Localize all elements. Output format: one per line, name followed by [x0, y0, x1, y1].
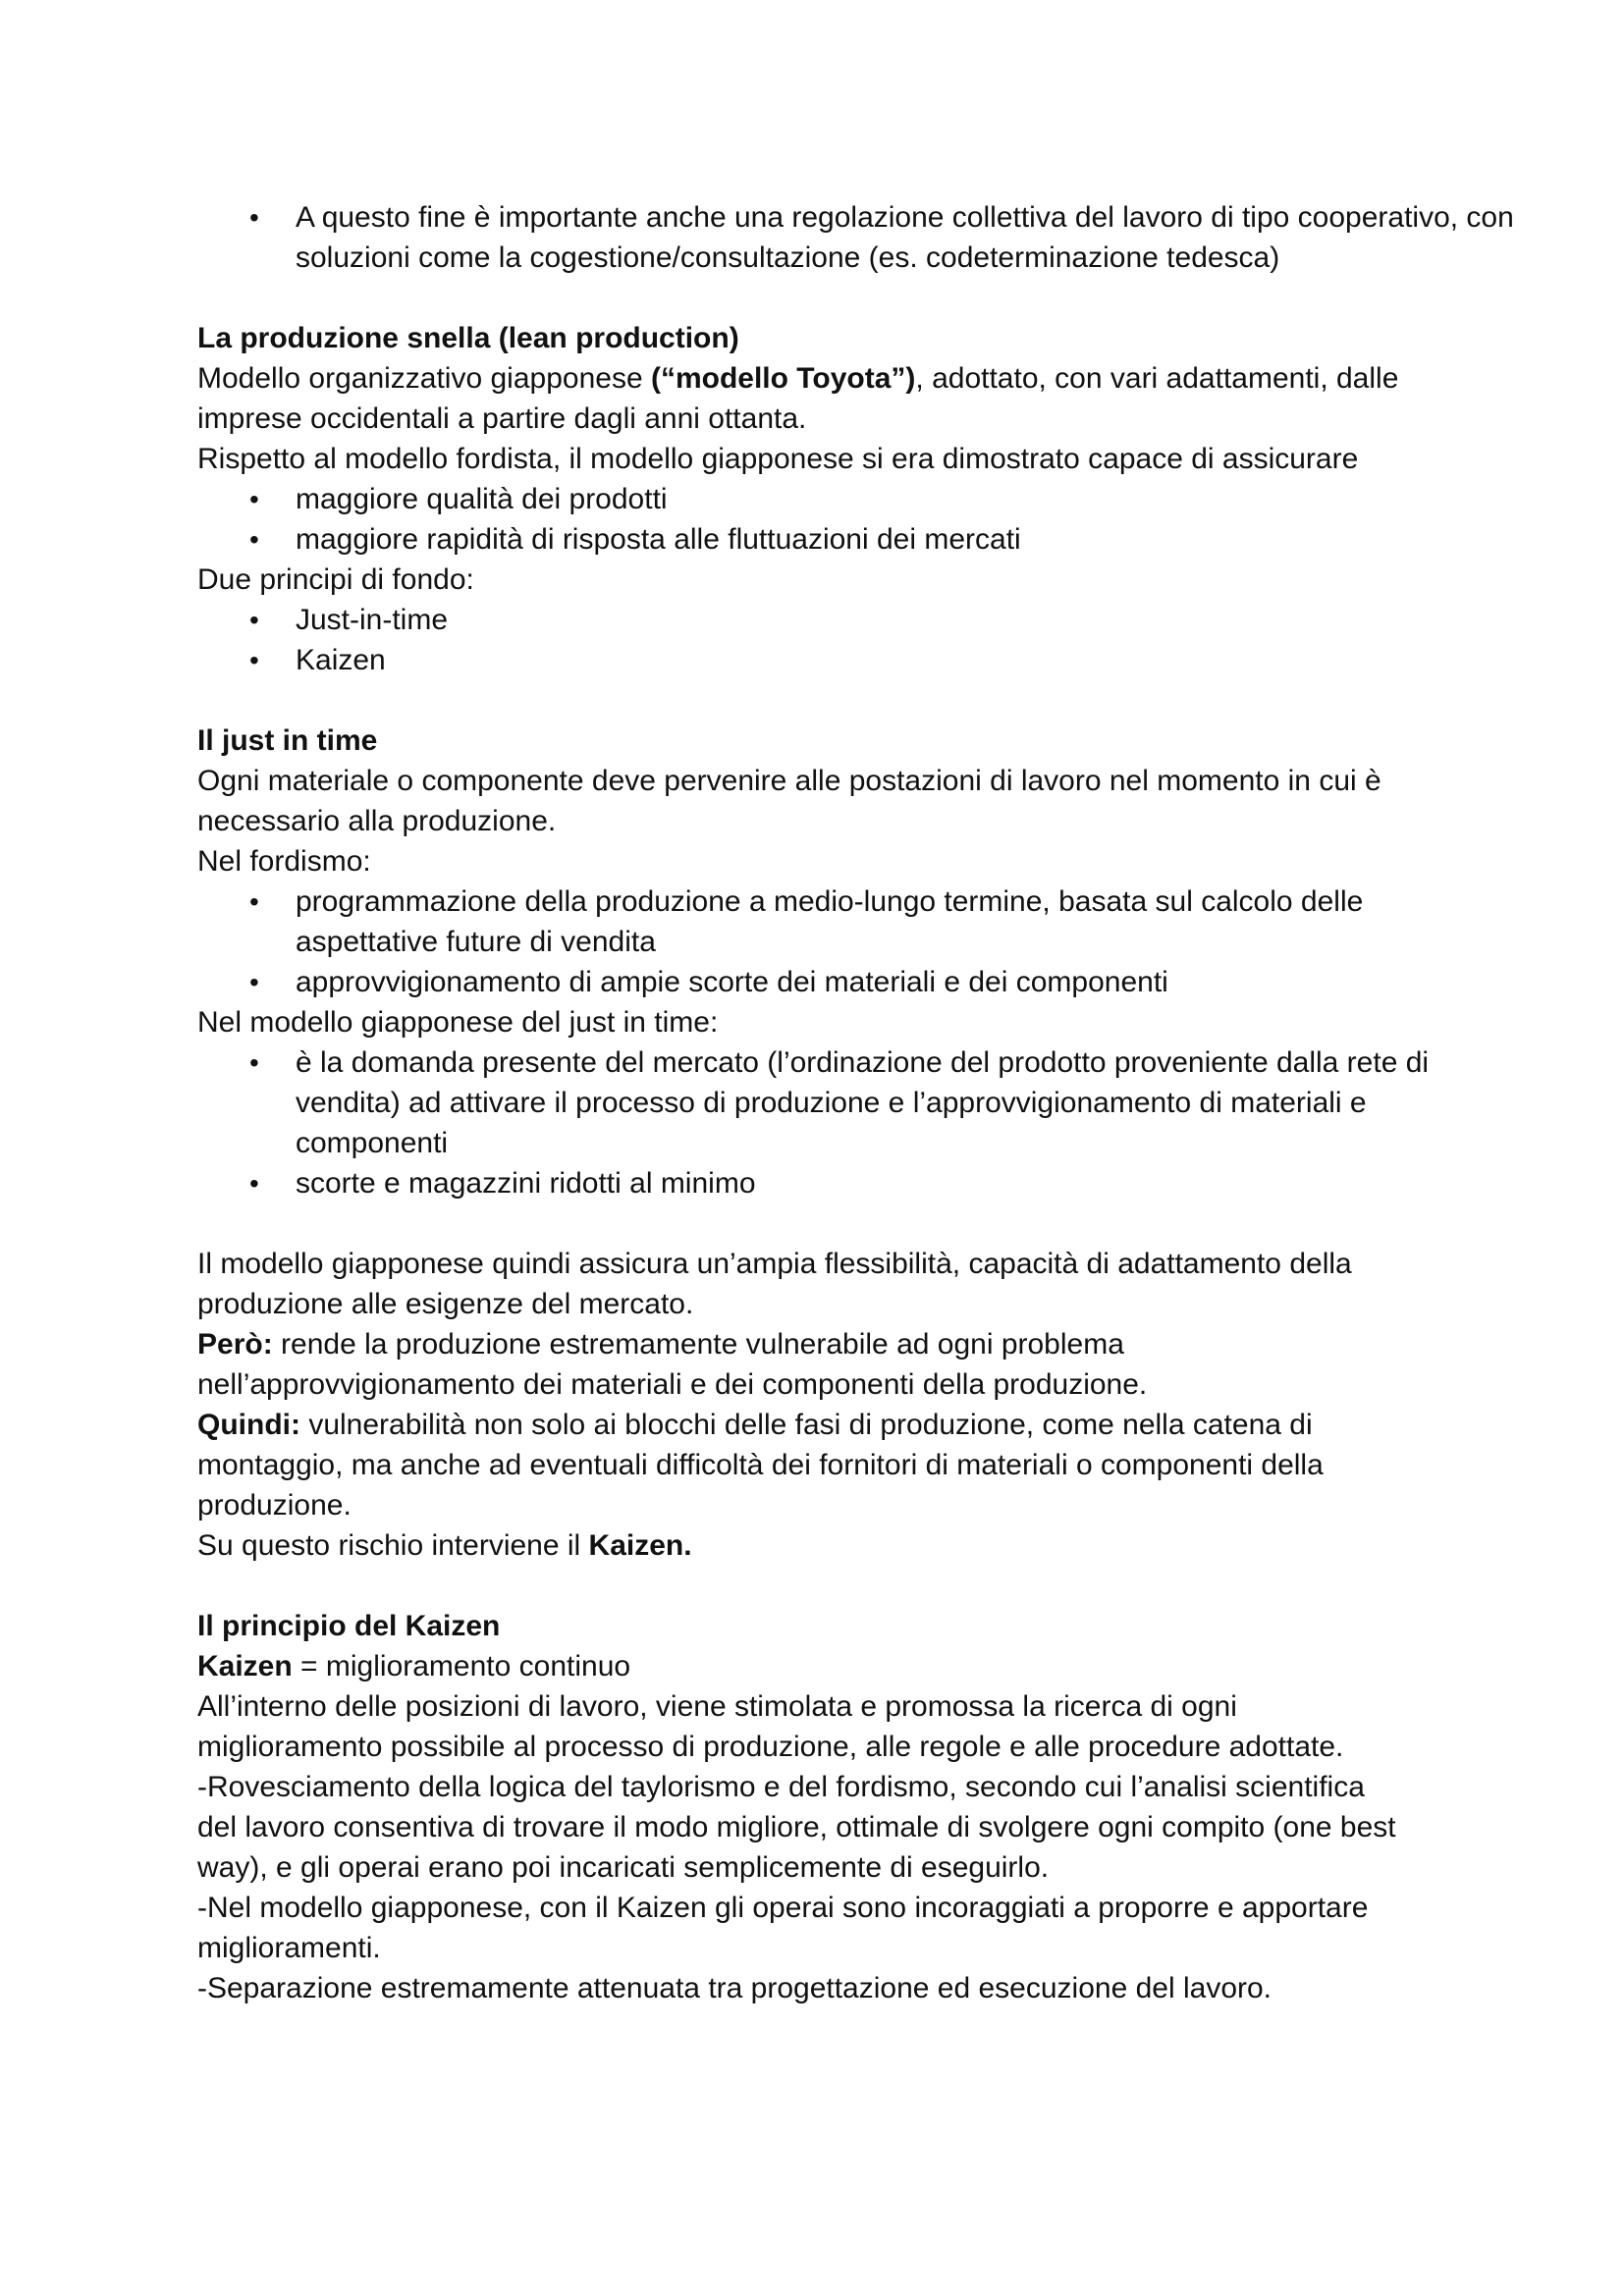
paragraph: -Nel modello giapponese, con il Kaizen gli operai sono incoraggiati a proporre e apportare miglioramenti.	[197, 1892, 1369, 1964]
text-run: Modello organizzativo giapponese	[197, 362, 651, 395]
paragraph: Il modello giapponese quindi assicura un’ampia flessibilità, capacità di adattamento della produzione alle esigenze del mercato.	[197, 1248, 1352, 1320]
list-item	[197, 640, 1474, 680]
japan-bullet-list	[197, 1042, 1474, 1203]
list-item-text: maggiore qualità dei prodotti	[296, 483, 668, 515]
bullet-icon: •	[249, 605, 259, 635]
list-item	[197, 600, 1474, 640]
list-item-text: approvvigionamento di ampie scorte dei materiali e dei componenti	[296, 966, 1168, 998]
text-run: , adottato, con vari adattamenti, dalle imprese occidentali a partire dagli anni ottanta.	[197, 362, 1399, 435]
text-run: rende la produzione estremamente vulnerabile ad ogni problema nell’approvvigionamento dei materiali e dei componenti della produzione.	[197, 1328, 1148, 1401]
list-item-text: Kaizen	[296, 644, 386, 676]
list-item	[197, 881, 1513, 962]
bullet-icon: •	[249, 886, 259, 917]
bullet-icon: •	[249, 484, 259, 514]
list-item-text: scorte e magazzini ridotti al minimo	[296, 1167, 756, 1200]
paragraph	[197, 1525, 1474, 1566]
lean-bullet-list	[197, 479, 1474, 560]
list-item-text: Just-in-time	[296, 604, 449, 636]
list-item-text: è la domanda presente del mercato (l’ordinazione del prodotto proveniente dalla rete di vendita) ad attivare il processo di produzione e l’approvvigionamento di materiali e componenti	[296, 1046, 1430, 1159]
bullet-icon: •	[249, 202, 259, 233]
list-item	[197, 1042, 1503, 1163]
paragraph	[197, 1646, 1474, 1686]
paragraph: All’interno delle posizioni di lavoro, viene stimolata e promossa la ricerca di ogni miglioramento possibile al processo di produzione, alle regole e alle procedure adottate.	[197, 1690, 1344, 1763]
section-heading-jit: Il just in time	[197, 724, 378, 757]
section-heading-lean: La produzione snella (lean production)	[197, 322, 739, 354]
paragraph	[197, 1405, 1395, 1525]
text-run: = miglioramento continuo	[292, 1650, 631, 1682]
bold-text: Kaizen.	[588, 1529, 692, 1562]
fordism-bullet-list	[197, 881, 1474, 1002]
list-item	[197, 962, 1474, 1002]
list-item	[197, 519, 1474, 560]
list-item-text: programmazione della produzione a medio-lungo termine, basata sul calcolo delle aspettative future di vendita	[296, 885, 1364, 958]
bullet-icon: •	[249, 524, 259, 555]
section-heading-kaizen: Il principio del Kaizen	[197, 1610, 501, 1642]
list-item	[197, 1163, 1474, 1203]
text-run: vulnerabilità non solo ai blocchi delle fasi di produzione, come nella catena di montaggio, ma anche ad eventuali difficoltà dei fornitori di materiali o componenti della produzione.	[197, 1409, 1324, 1522]
bold-text: Kaizen	[197, 1650, 293, 1682]
list-item	[197, 479, 1474, 519]
list-item	[197, 197, 1552, 278]
paragraph: -Separazione estremamente attenuata tra progettazione ed esecuzione del lavoro.	[197, 1972, 1272, 2004]
paragraph: Ogni materiale o componente deve pervenire alle postazioni di lavoro nel momento in cui è necessario alla produzione.	[197, 765, 1381, 837]
text-run: Su questo rischio interviene il	[197, 1529, 589, 1562]
bullet-icon: •	[249, 1168, 259, 1199]
paragraph: -Rovesciamento della logica del taylorismo e del fordismo, secondo cui l’analisi scientifica del lavoro consentiva di trovare il modo migliore, ottimale di svolgere ogni compito (one best way), e gli operai erano poi incaricati semplicemente di eseguirlo.	[197, 1771, 1396, 1884]
bold-text: (“modello Toyota”)	[650, 362, 916, 395]
bullet-icon: •	[249, 645, 259, 675]
paragraph: Rispetto al modello fordista, il modello giapponese si era dimostrato capace di assicurare	[197, 443, 1359, 475]
paragraph	[197, 1324, 1238, 1405]
paragraph	[197, 358, 1454, 439]
bold-text: Quindi:	[197, 1409, 300, 1441]
principles-bullet-list	[197, 600, 1474, 680]
paragraph: Nel modello giapponese del just in time:	[197, 1006, 719, 1039]
intro-bullet-list	[197, 197, 1514, 278]
document-page	[197, 0, 1514, 2008]
bold-text: Però:	[197, 1328, 273, 1361]
bullet-icon: •	[249, 967, 259, 997]
paragraph: Nel fordismo:	[197, 845, 371, 878]
bullet-icon: •	[249, 1047, 259, 1078]
list-item-text: A questo fine è importante anche una regolazione collettiva del lavoro di tipo cooperativo, con soluzioni come la cogestione/consultazione (es. codeterminazione tedesca)	[296, 201, 1514, 274]
paragraph: Due principi di fondo:	[197, 563, 474, 596]
list-item-text: maggiore rapidità di risposta alle fluttuazioni dei mercati	[296, 523, 1021, 556]
